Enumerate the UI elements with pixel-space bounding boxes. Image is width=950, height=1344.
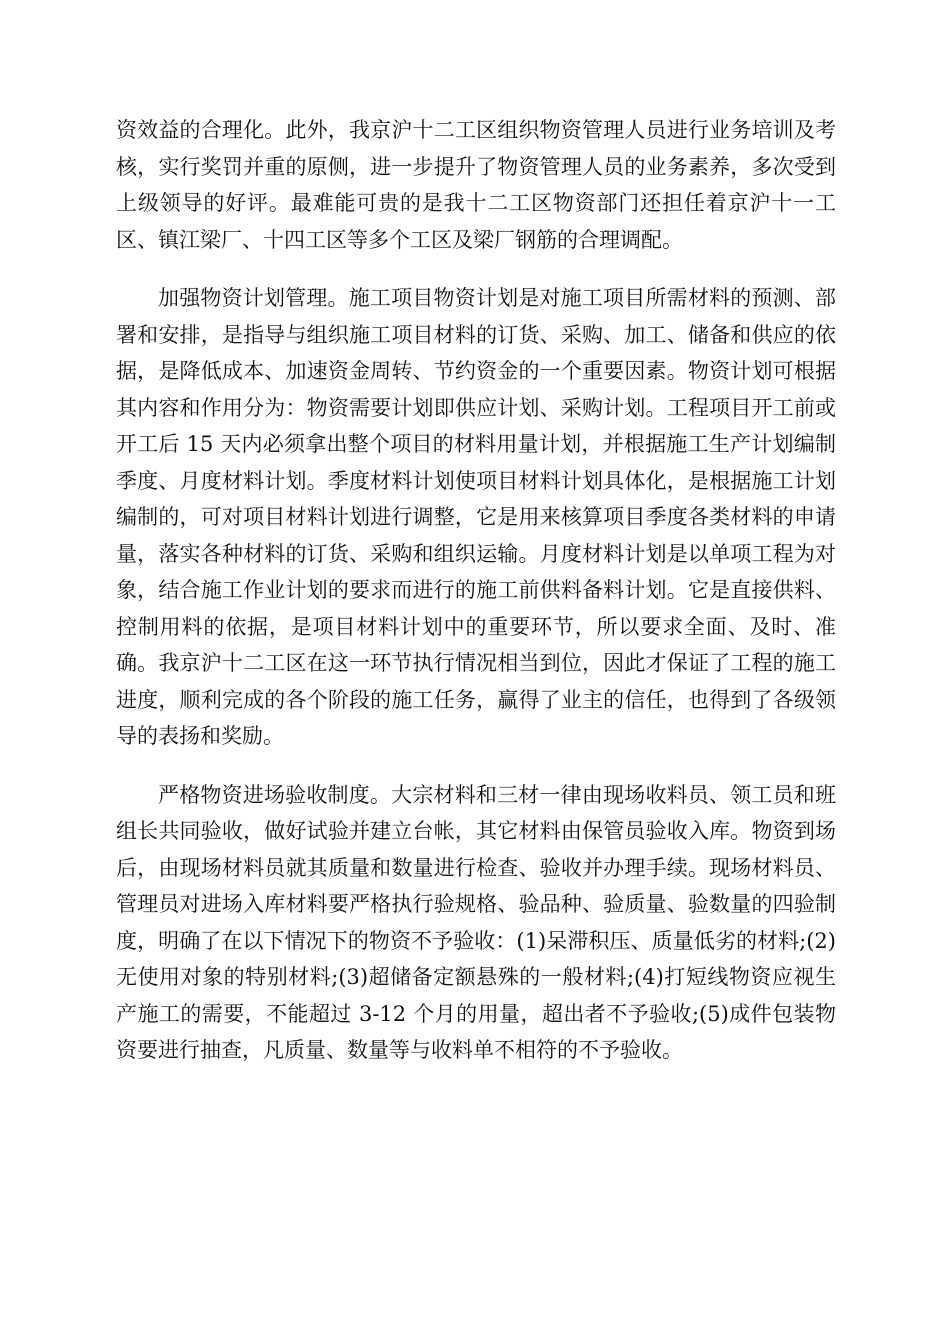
paragraph-acceptance: 严格物资进场验收制度。大宗材料和三材一律由现场收料员、领工员和班组长共同验收，做好试验并建立台帐，其它材料由保管员验收入库。物资到场后，由现场材料员就其质量和数量进行检查、验收并办理手续。现场材料员、管理员对进场入库材料要严格执行验规格、验品种、验质量、验数量的四验制度，明确了在以下情况下的物资不予验收：(1)呆滞积压、质量低劣的材料;(2)无使用对象的特别材料;(3)超储备定额悬殊的一般材料;(4)打短线物资应视生产施工的需要，不能超过 3-12 个月的用量，超出者不予验收;(5)成件包装物资要进行抽查，凡质量、数量等与收料单不相符的不予验收。: [116, 782, 836, 1062]
document-page: [116, 112, 836, 1069]
paragraph-material-plan: 加强物资计划管理。施工项目物资计划是对施工项目所需材料的预测、部署和安排，是指导与组织施工项目材料的订货、采购、加工、储备和供应的依据，是降低成本、加速资金周转、节约资金的一个重要因素。物资计划可根据其内容和作用分为：物资需要计划即供应计划、采购计划。工程项目开工前或开工后 15 天内必须拿出整个项目的材料用量计划，并根据施工生产计划编制季度、月度材料计划。季度材料计划使项目材料计划具体化，是根据施工计划编制的，可对项目材料计划进行调整，它是用来核算项目季度各类材料的申请量，落实各种材料的订货、采购和组织运输。月度材料计划是以单项工程为对象，结合施工作业计划的要求而进行的施工前供料备料计划。它是直接供料、控制用料的依据，是项目材料计划中的重要环节，所以要求全面、及时、准确。我京沪十二工区在这一环节执行情况相当到位，因此才保证了工程的施工进度，顺利完成的各个阶段的施工任务，赢得了业主的信任，也得到了各级领导的表扬和奖励。: [116, 286, 836, 748]
paragraph-continued: 资效益的合理化。此外，我京沪十二工区组织物资管理人员进行业务培训及考核，实行奖罚并重的原侧，进一步提升了物资管理人员的业务素养，多次受到上级领导的好评。最难能可贵的是我十二工区物资部门还担任着京沪十一工区、镇江梁厂、十四工区等多个工区及梁厂钢筋的合理调配。: [116, 118, 836, 252]
